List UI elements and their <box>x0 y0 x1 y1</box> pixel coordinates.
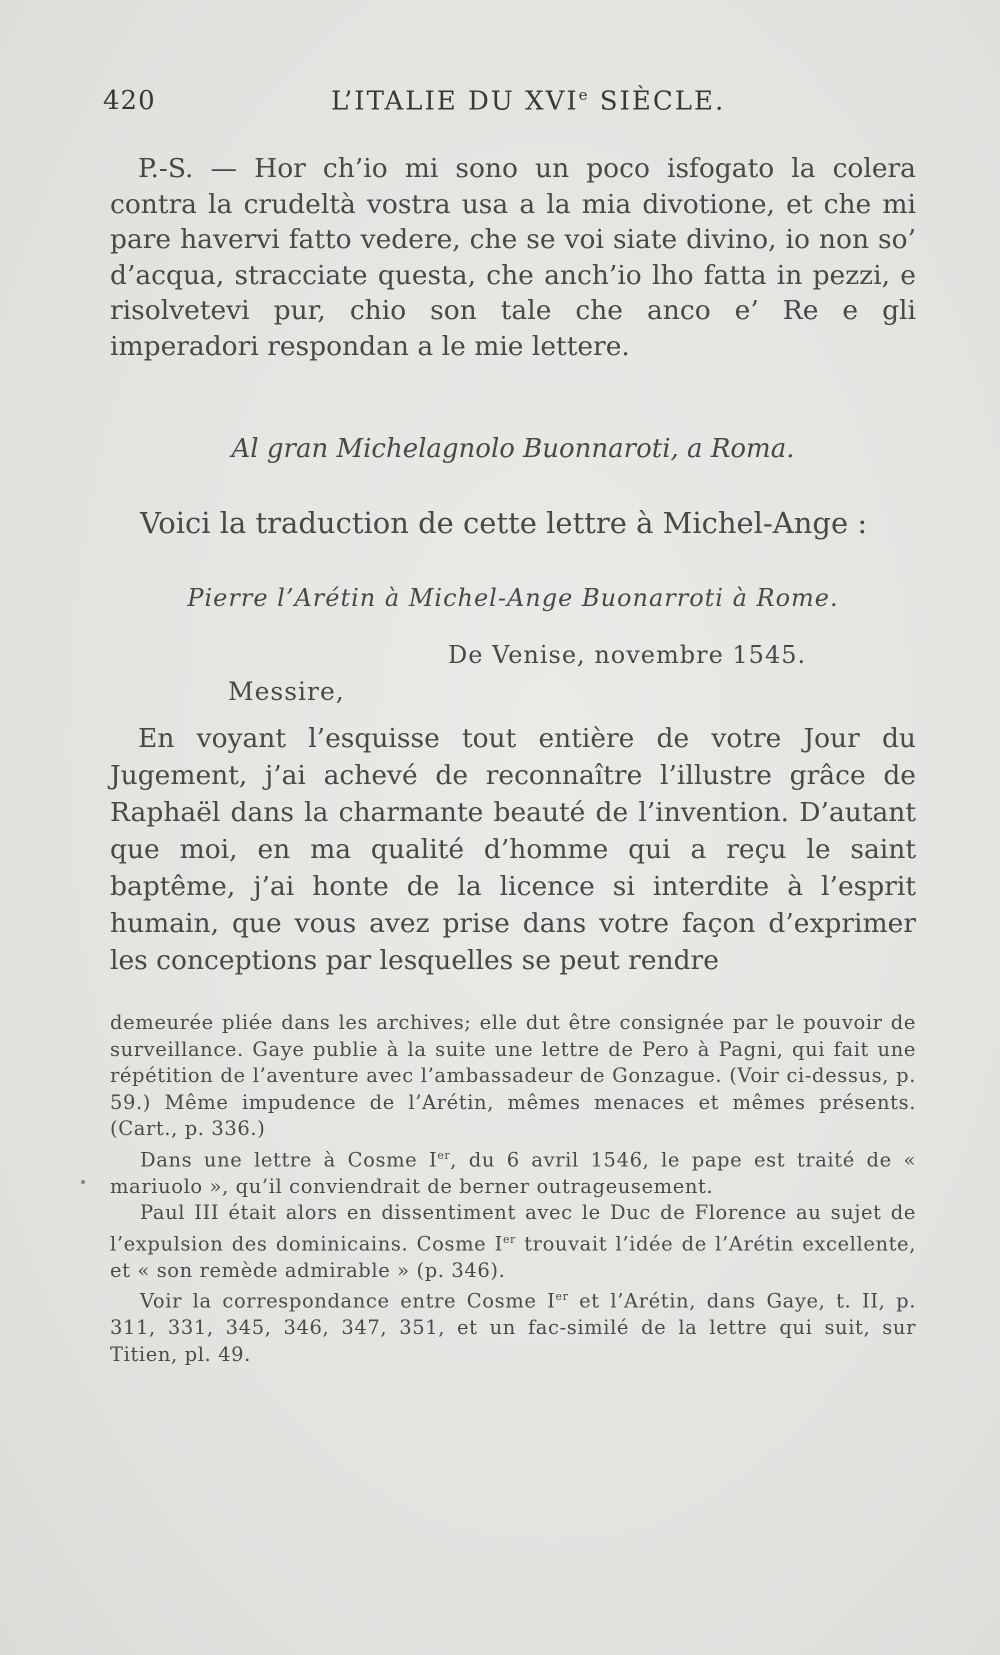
footnote-2-end: , du 6 avril 1546, le pape est traité de « mariuolo », qu’il conviendrait de berner outrageusement. <box>110 1148 916 1198</box>
letter-dateline: De Venise, novembre 1545. <box>448 641 807 669</box>
running-title-end: SIÈCLE. <box>589 86 726 117</box>
footnote-2-superscript: er <box>437 1148 451 1162</box>
running-title <box>331 86 725 117</box>
footnote-4-start: Voir la correspondance entre Cosme I <box>140 1289 556 1313</box>
postscript-paragraph <box>110 151 916 364</box>
footnote-2 <box>110 1143 916 1201</box>
postscript-text: P.-S. — Hor ch’io mi sono un poco isfogato la colera contra la crudeltà vostra usa a la mia divotione, et che mi pare havervi fatto vedere, che se voi siate divino, io non so’ d’acqua, stracciate questa, che anch’io lho fatta in pezzi, e risolvetevi pur, chio son tale che anco e’ Re e gli imperadori respondan a le mie lettere. <box>110 153 916 362</box>
margin-mark <box>81 1180 85 1184</box>
letter-body-text: En voyant l’esquisse tout entière de votre Jour du Jugement, j’ai achevé de reconnaître l’illustre grâce de Raphaël dans la charmante beauté de l’invention. D’autant que moi, en ma qualité d’homme qui a reçu le saint baptême, j’ai honte de la licence si interdite à l’esprit humain, que vous avez prise dans votre façon d’exprimer les conceptions par lesquelles se peut rendre <box>110 723 916 976</box>
footnote-3 <box>110 1200 916 1284</box>
footnote-3-start: Paul III était alors en dissentiment avec le Duc de Florence au sujet de l’expulsion des dominicains. Cosme I <box>110 1201 916 1255</box>
footnote-1: demeurée pliée dans les archives; elle dut être consignée par le pouvoir de surveillance. Gaye publie à la suite une lettre de Pero à Pagni, qui fait une répétition de l’aventure avec l’ambassadeur de Gonzague. (Voir ci-dessus, p. 59.) Même impudence de l’Arétin, mêmes menaces et mêmes présents. (Cart., p. 336.) <box>110 1011 916 1140</box>
letter-heading: Pierre l’Arétin à Michel-Ange Buonarroti à Rome. <box>187 584 839 612</box>
footnote-4-superscript: er <box>555 1290 569 1303</box>
translation-intro: Voici la traduction de cette lettre à Michel-Ange : <box>140 506 868 540</box>
letter-salutation: Messire, <box>228 677 345 706</box>
page-number: 420 <box>103 86 156 116</box>
page-header <box>103 86 903 126</box>
footnote-4-end: et l’Arétin, dans Gaye, t. II, p. 311, 331, 345, 346, 347, 351, et un fac-similé de la lettre qui suit, sur Titien, pl. 49. <box>110 1289 916 1366</box>
footnote-3-superscript: er <box>502 1232 516 1246</box>
running-title-superscript: e <box>578 86 590 104</box>
footnote-3-end: trouvait l’idée de l’Arétin excellente, et « son remède admirable » (p. 346). <box>110 1232 916 1282</box>
footnote-2-start: Dans une lettre à Cosme I <box>140 1148 438 1171</box>
footnote-4 <box>110 1284 916 1368</box>
running-title-main: L’ITALIE DU XVI <box>331 86 579 117</box>
footnotes <box>110 1010 916 1368</box>
letter-body <box>110 720 916 979</box>
letter-address: Al gran Michelagnolo Buonnaroti, a Roma. <box>231 434 795 464</box>
